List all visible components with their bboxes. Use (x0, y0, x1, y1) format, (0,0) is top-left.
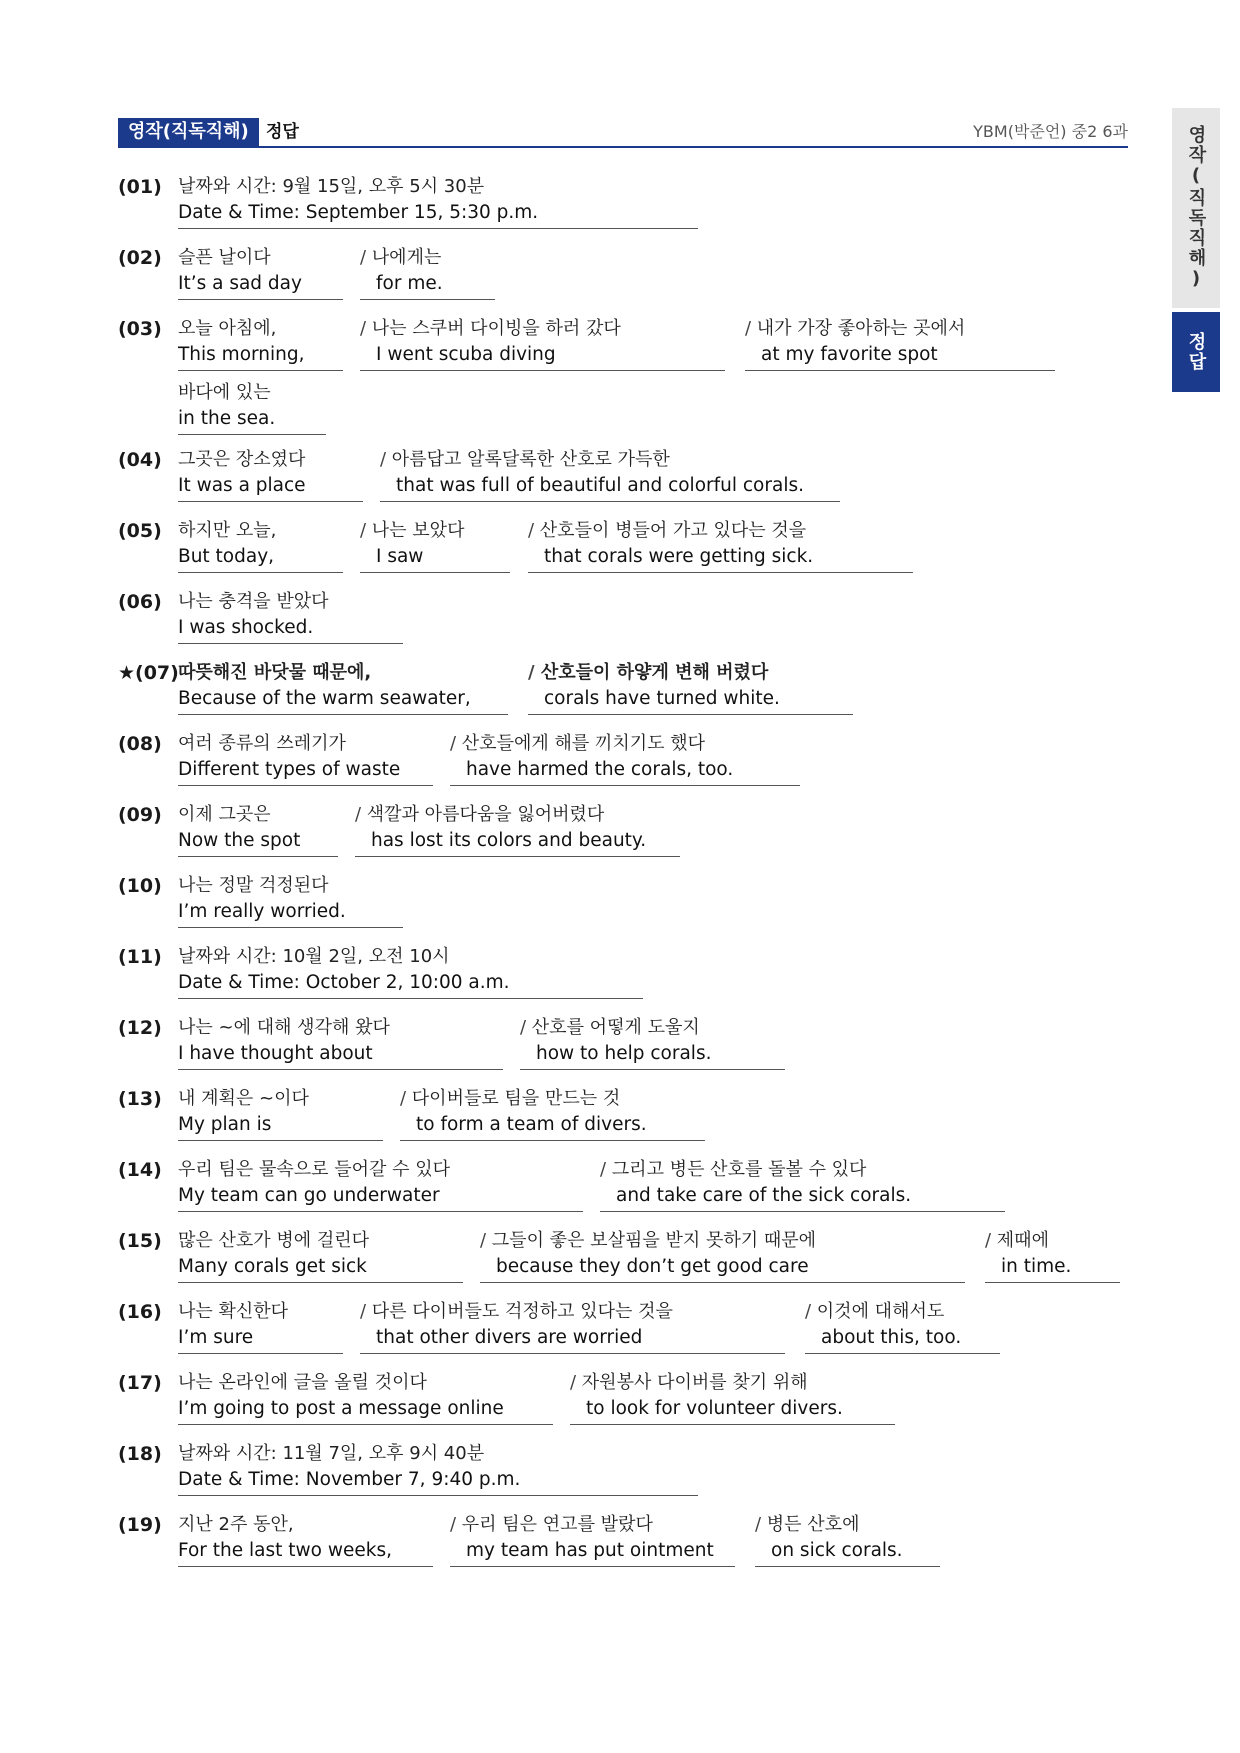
english-chunk: I’m sure (178, 1327, 254, 1348)
korean-chunk: 나는 ~에 대해 생각해 왔다 (178, 1017, 390, 1038)
korean-chunk: 내 계획은 ~이다 (178, 1088, 309, 1109)
english-chunk: my team has put ointment (466, 1540, 714, 1561)
chunk (985, 1228, 1120, 1283)
english-chunk: how to help corals. (536, 1043, 712, 1064)
chunk-row (178, 245, 1118, 299)
chunk (178, 380, 326, 435)
chunk-row (178, 316, 1118, 370)
english-chunk: Because of the warm seawater, (178, 688, 471, 709)
korean-chunk: 지난 2주 동안, (178, 1514, 294, 1535)
chunk-row (178, 802, 1118, 856)
chunk (178, 1015, 503, 1070)
english-chunk: on sick corals. (771, 1540, 903, 1561)
chunk-row (178, 518, 1118, 572)
english-chunk: Different types of waste (178, 759, 401, 780)
item-number: (13) (118, 1088, 162, 1110)
english-chunk: For the last two weeks, (178, 1540, 392, 1561)
chunk (360, 245, 495, 300)
item-number: (18) (118, 1443, 162, 1465)
korean-chunk: / 제때에 (985, 1228, 1120, 1254)
english-chunk: I’m going to post a message online (178, 1398, 504, 1419)
item-number: (12) (118, 1017, 162, 1039)
chunk-row (178, 731, 1118, 785)
item-number: (09) (118, 804, 162, 826)
korean-chunk: / 그리고 병든 산호를 돌볼 수 있다 (600, 1157, 1005, 1183)
korean-chunk: / 산호들이 병들어 가고 있다는 것을 (528, 518, 913, 544)
english-chunk: have harmed the corals, too. (466, 759, 734, 780)
chunk (178, 1370, 553, 1425)
korean-chunk: / 산호들에게 해를 끼치기도 했다 (450, 731, 800, 757)
chunk (178, 316, 343, 371)
english-chunk: My plan is (178, 1114, 272, 1135)
chunk (480, 1228, 965, 1283)
english-chunk: I saw (376, 546, 424, 567)
chunk (178, 1512, 433, 1567)
korean-chunk: / 다른 다이버들도 걱정하고 있다는 것을 (360, 1299, 785, 1325)
korean-chunk: / 내가 가장 좋아하는 곳에서 (745, 316, 1055, 342)
english-chunk: I was shocked. (178, 617, 314, 638)
chunk-row (178, 380, 1118, 434)
item-number: (06) (118, 591, 162, 613)
chunk (360, 316, 725, 371)
chunk-row (178, 1015, 1118, 1069)
korean-chunk: 나는 정말 걱정된다 (178, 875, 329, 896)
english-chunk: Many corals get sick (178, 1256, 367, 1277)
chunk (178, 1157, 583, 1212)
item-number: (15) (118, 1230, 162, 1252)
english-chunk: to look for volunteer divers. (586, 1398, 843, 1419)
chunk-row (178, 873, 1118, 927)
item-number: (01) (118, 176, 162, 198)
chunk (520, 1015, 785, 1070)
item-number: (10) (118, 875, 162, 897)
korean-chunk: / 그들이 좋은 보살핌을 받지 못하기 때문에 (480, 1228, 965, 1254)
chunk-row (178, 174, 1118, 228)
chunk (178, 518, 343, 573)
korean-chunk: 이제 그곳은 (178, 804, 271, 825)
chunk (600, 1157, 1005, 1212)
chunk (178, 660, 508, 715)
chunk (360, 1299, 785, 1354)
korean-chunk: 하지만 오늘, (178, 520, 277, 541)
english-chunk: It’s a sad day (178, 273, 302, 294)
chunk (400, 1086, 705, 1141)
chunk-row (178, 1086, 1118, 1140)
chunk-row (178, 944, 1118, 998)
chunk (178, 802, 338, 857)
english-chunk: that corals were getting sick. (544, 546, 814, 567)
korean-chunk: 나는 확신한다 (178, 1301, 289, 1322)
chunk (178, 873, 403, 928)
english-chunk: Date & Time: November 7, 9:40 p.m. (178, 1469, 521, 1490)
chunk (570, 1370, 895, 1425)
korean-chunk: 따뜻해진 바닷물 때문에, (178, 662, 372, 683)
chunk (528, 518, 913, 573)
item-number: (16) (118, 1301, 162, 1323)
answer-label: 정답 (266, 122, 299, 142)
chunk (178, 447, 363, 502)
chunk-row (178, 660, 1118, 714)
english-chunk: I’m really worried. (178, 901, 346, 922)
chunk-row (178, 447, 1118, 501)
korean-chunk: / 나에게는 (360, 245, 495, 271)
korean-chunk: 우리 팀은 물속으로 들어갈 수 있다 (178, 1159, 451, 1180)
english-chunk: to form a team of divers. (416, 1114, 647, 1135)
english-chunk: This morning, (178, 344, 305, 365)
item-number: (14) (118, 1159, 162, 1181)
item-number: (19) (118, 1514, 162, 1536)
korean-chunk: 여러 종류의 쓰레기가 (178, 733, 346, 754)
english-chunk: Now the spot (178, 830, 301, 851)
korean-chunk: / 산호를 어떻게 도울지 (520, 1015, 785, 1041)
chunk (450, 1512, 735, 1567)
side-tab-translation[interactable]: 영작(직독직해) (1172, 108, 1220, 308)
chunk (755, 1512, 940, 1567)
chunk-row (178, 1299, 1118, 1353)
english-chunk: and take care of the sick corals. (616, 1185, 912, 1206)
item-number: (11) (118, 946, 162, 968)
chunk (380, 447, 840, 502)
korean-chunk: / 자원봉사 다이버를 찾기 위해 (570, 1370, 895, 1396)
korean-chunk: 나는 충격을 받았다 (178, 591, 329, 612)
english-chunk: at my favorite spot (761, 344, 938, 365)
chunk-row (178, 1157, 1118, 1211)
korean-chunk: / 나는 보았다 (360, 518, 510, 544)
korean-chunk: 바다에 있는 (178, 382, 271, 403)
item-number: (03) (118, 318, 162, 340)
english-chunk: because they don’t get good care (496, 1256, 809, 1277)
chunk-row (178, 1441, 1118, 1495)
english-chunk: in the sea. (178, 408, 276, 429)
chunk (178, 589, 403, 644)
korean-chunk: / 다이버들로 팀을 만드는 것 (400, 1086, 705, 1112)
chunk-row (178, 1512, 1118, 1566)
page-header (118, 118, 1128, 148)
chunk-row (178, 589, 1118, 643)
english-chunk: But today, (178, 546, 275, 567)
chunk (745, 316, 1055, 371)
item-number: ★(07) (118, 662, 179, 684)
korean-chunk: / 아름답고 알록달록한 산호로 가득한 (380, 447, 840, 473)
item-number: (04) (118, 449, 162, 471)
korean-chunk: / 색깔과 아름다움을 잃어버렸다 (355, 802, 680, 828)
english-chunk: corals have turned white. (544, 688, 780, 709)
korean-chunk: / 산호들이 하얗게 변해 버렸다 (528, 660, 853, 686)
korean-chunk: / 나는 스쿠버 다이빙을 하러 갔다 (360, 316, 725, 342)
english-chunk: in time. (1001, 1256, 1072, 1277)
korean-chunk: 오늘 아침에, (178, 318, 277, 339)
chunk-row (178, 1370, 1118, 1424)
korean-chunk: / 병든 산호에 (755, 1512, 940, 1538)
english-chunk: has lost its colors and beauty. (371, 830, 647, 851)
english-chunk: I went scuba diving (376, 344, 556, 365)
english-chunk: It was a place (178, 475, 306, 496)
book-reference: YBM(박준언) 중2 6과 (973, 122, 1128, 141)
korean-chunk: 날짜와 시간: 11월 7일, 오후 9시 40분 (178, 1443, 485, 1464)
korean-chunk: 날짜와 시간: 9월 15일, 오후 5시 30분 (178, 176, 485, 197)
chunk (178, 245, 343, 300)
chunk (178, 1299, 343, 1354)
chunk (355, 802, 680, 857)
chunk (360, 518, 510, 573)
english-chunk: Date & Time: September 15, 5:30 p.m. (178, 202, 539, 223)
korean-chunk: 나는 온라인에 글을 올릴 것이다 (178, 1372, 427, 1393)
chunk (178, 944, 643, 999)
english-chunk: for me. (376, 273, 443, 294)
section-badge: 영작(직독직해) (118, 118, 259, 146)
korean-chunk: / 이것에 대해서도 (805, 1299, 1000, 1325)
chunk (178, 1441, 698, 1496)
korean-chunk: 날짜와 시간: 10월 2일, 오전 10시 (178, 946, 450, 967)
korean-chunk: / 우리 팀은 연고를 발랐다 (450, 1512, 735, 1538)
chunk (528, 660, 853, 715)
chunk (178, 1228, 463, 1283)
english-chunk: about this, too. (821, 1327, 962, 1348)
korean-chunk: 많은 산호가 병에 걸린다 (178, 1230, 370, 1251)
english-chunk: I have thought about (178, 1043, 373, 1064)
korean-chunk: 그곳은 장소였다 (178, 449, 306, 470)
side-tab-answer[interactable]: 정답 (1172, 312, 1220, 392)
chunk (805, 1299, 1000, 1354)
chunk (178, 1086, 383, 1141)
english-chunk: Date & Time: October 2, 10:00 a.m. (178, 972, 510, 993)
korean-chunk: 슬픈 날이다 (178, 247, 271, 268)
item-number: (08) (118, 733, 162, 755)
english-chunk: My team can go underwater (178, 1185, 440, 1206)
item-number: (05) (118, 520, 162, 542)
chunk (450, 731, 800, 786)
english-chunk: that other divers are worried (376, 1327, 643, 1348)
english-chunk: that was full of beautiful and colorful corals. (396, 475, 804, 496)
item-number: (02) (118, 247, 162, 269)
chunk-row (178, 1228, 1118, 1282)
chunk (178, 731, 433, 786)
item-number: (17) (118, 1372, 162, 1394)
chunk (178, 174, 698, 229)
